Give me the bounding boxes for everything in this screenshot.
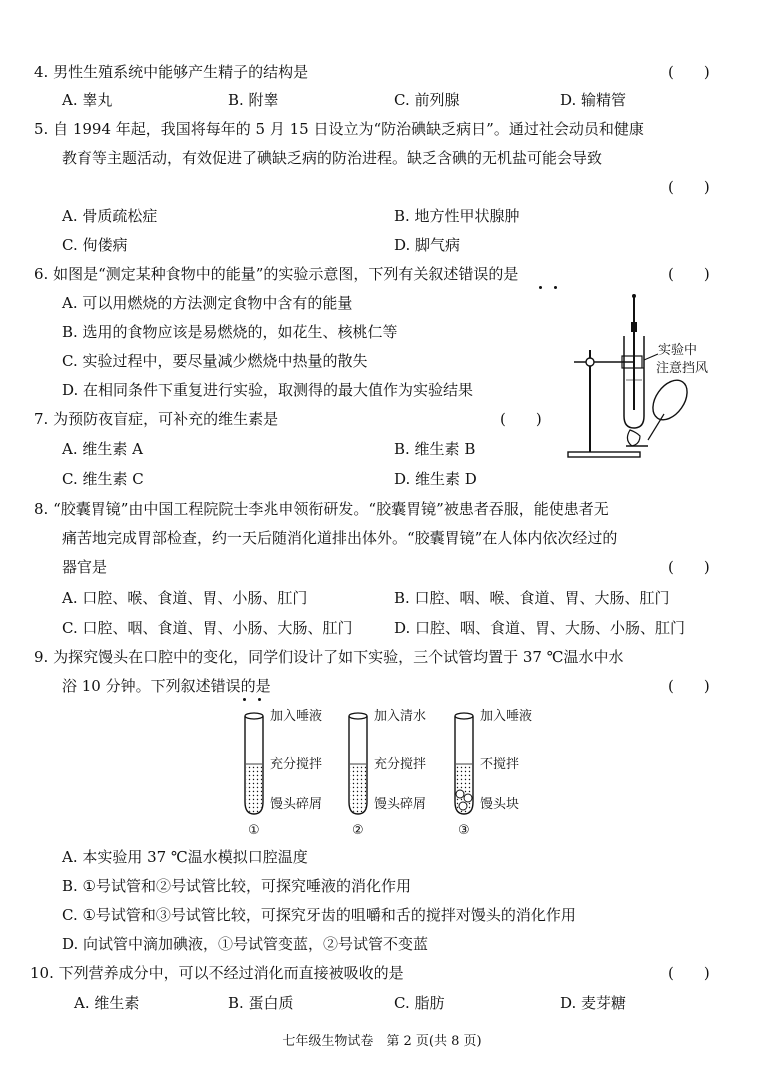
q10-option-d: D. 麦芽糖	[560, 994, 627, 1012]
q7-option-c: C. 维生素 C	[62, 470, 144, 488]
q5-answer-paren: ( )	[668, 178, 710, 196]
q6-option-c: C. 实验过程中，要尽量减少燃烧中热量的散失	[62, 352, 368, 370]
q5-stem-line2: 教育等主题活动，有效促进了碘缺乏病的防治进程。缺乏含碘的无机盐可能会导致	[62, 149, 603, 167]
tube2-label-bottom: 馒头碎屑	[374, 797, 427, 812]
q6-answer-paren: ( )	[668, 265, 710, 283]
tube2-label-mid: 充分搅拌	[374, 757, 427, 772]
q7-option-d: D. 维生素 D	[394, 470, 477, 488]
q10-answer-paren: ( )	[668, 964, 710, 982]
q10-option-a: A. 维生素	[74, 994, 140, 1012]
q8-answer-paren: ( )	[668, 558, 710, 576]
q6-option-a: A. 可以用燃烧的方法测定食物中含有的能量	[62, 294, 353, 312]
tube1-number: ①	[248, 823, 260, 838]
q4-option-b: B. 附睾	[228, 91, 279, 109]
tube1-label-bottom: 馒头碎屑	[270, 797, 323, 812]
q6-option-d: D. 在相同条件下重复进行实验，取测得的最大值作为实验结果	[62, 381, 474, 399]
q6-option-b: B. 选用的食物应该是易燃烧的，如花生、核桃仁等	[62, 323, 398, 341]
q4-stem: 4. 男性生殖系统中能够产生精子的结构是	[34, 63, 309, 81]
test-tubes-figure	[236, 702, 556, 842]
emphasis-dot	[539, 286, 542, 289]
figure-label-2: 注意挡风	[656, 361, 709, 376]
tube3-label-top: 加入唾液	[480, 709, 533, 724]
emphasis-dot	[243, 698, 246, 701]
test-tube-3	[455, 713, 473, 814]
q9-option-d: D. 向试管中滴加碘液，①号试管变蓝，②号试管不变蓝	[62, 935, 429, 953]
q5-option-c: C. 佝偻病	[62, 236, 128, 254]
q9-option-a: A. 本实验用 37 ℃温水模拟口腔温度	[62, 848, 308, 866]
q9-stem-line2: 浴 10 分钟。下列叙述错误的是	[62, 677, 271, 695]
test-tube-2	[349, 713, 367, 814]
q8-option-b: B. 口腔、咽、喉、食道、胃、大肠、肛门	[394, 589, 670, 607]
tube1-label-top: 加入唾液	[270, 709, 323, 724]
q9-option-c: C. ①号试管和③号试管比较，可探究牙齿的咀嚼和舌的搅拌对馒头的消化作用	[62, 906, 576, 924]
q9-answer-paren: ( )	[668, 677, 710, 695]
q9-option-b: B. ①号试管和②号试管比较，可探究唾液的消化作用	[62, 877, 412, 895]
q9-stem-line1: 9. 为探究馒头在口腔中的变化，同学们设计了如下实验，三个试管均置于 37 ℃温水中水	[34, 648, 624, 666]
q7-stem: 7. 为预防夜盲症，可补充的维生素是	[34, 410, 279, 428]
emphasis-dot	[554, 286, 557, 289]
q7-answer-paren: ( )	[500, 410, 542, 428]
q4-option-a: A. 睾丸	[62, 91, 113, 109]
q4-option-d: D. 输精管	[560, 91, 627, 109]
figure-label-1: 实验中	[658, 343, 698, 358]
q8-stem-line1: 8. “胶囊胃镜”由中国工程院院士李兆申领衔研发。“胶囊胃镜”被患者吞服，能使患者无	[34, 500, 609, 518]
calorimeter-apparatus-figure	[560, 290, 740, 465]
q8-stem-line2: 痛苦地完成胃部检查，约一天后随消化道排出体外。“胶囊胃镜”在人体内依次经过的	[62, 529, 618, 547]
q5-option-d: D. 脚气病	[394, 236, 461, 254]
q8-option-c: C. 口腔、咽、食道、胃、小肠、大肠、肛门	[62, 619, 353, 637]
q6-stem: 6. 如图是“测定某种食物中的能量”的实验示意图，下列有关叙述错误的是	[34, 265, 519, 283]
page-footer: 七年级生物试卷 第 2 页(共 8 页)	[282, 1034, 482, 1049]
q8-option-a: A. 口腔、喉、食道、胃、小肠、肛门	[62, 589, 308, 607]
q8-option-d: D. 口腔、咽、食道、胃、大肠、小肠、肛门	[394, 619, 686, 637]
tube3-label-bottom: 馒头块	[480, 797, 520, 812]
q10-stem: 10. 下列营养成分中，可以不经过消化而直接被吸收的是	[30, 964, 404, 982]
q4-option-c: C. 前列腺	[394, 91, 460, 109]
tube3-number: ③	[458, 823, 470, 838]
q7-option-a: A. 维生素 A	[62, 440, 143, 458]
q4-answer-paren: ( )	[668, 63, 710, 81]
q10-option-c: C. 脂肪	[394, 994, 445, 1012]
tube2-number: ②	[352, 823, 364, 838]
q5-option-b: B. 地方性甲状腺肿	[394, 207, 520, 225]
emphasis-dot	[258, 698, 261, 701]
tube1-label-mid: 充分搅拌	[270, 757, 323, 772]
q7-option-b: B. 维生素 B	[394, 440, 476, 458]
q5-stem-line1: 5. 自 1994 年起，我国将每年的 5 月 15 日设立为“防治碘缺乏病日”。通过社会动员和健康	[34, 120, 644, 138]
q10-option-b: B. 蛋白质	[228, 994, 294, 1012]
q5-option-a: A. 骨质疏松症	[62, 207, 158, 225]
tube2-label-top: 加入清水	[374, 709, 427, 724]
q8-stem-line3: 器官是	[62, 558, 108, 576]
tube3-label-mid: 不搅拌	[480, 757, 520, 772]
test-tube-1	[245, 713, 263, 814]
